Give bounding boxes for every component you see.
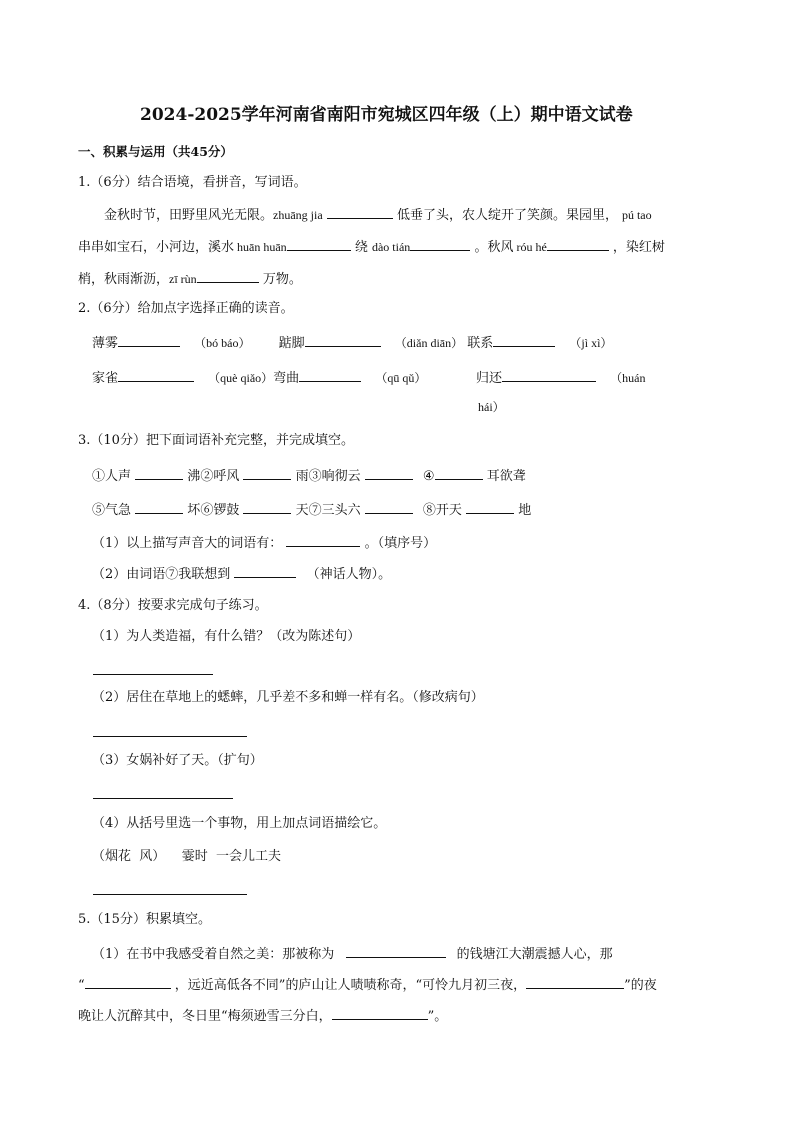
- q2-row-2: [92, 368, 426, 388]
- pinyin-hint: róu hé: [516, 240, 547, 254]
- idiom-item: 雨: [295, 469, 309, 484]
- answer-blank[interactable]: [466, 500, 514, 514]
- q2-options: （diǎn diān）: [394, 336, 464, 350]
- answer-blank[interactable]: [435, 466, 483, 480]
- answer-blank[interactable]: [502, 368, 596, 382]
- answer-blank[interactable]: [243, 466, 291, 480]
- q5-heading: 5.（15分）积累填空。: [78, 912, 211, 927]
- q1-heading: 1.（6分）结合语境，看拼音，写词语。: [78, 175, 307, 190]
- idiom-item: 地: [518, 503, 532, 518]
- answer-blank[interactable]: [332, 1006, 428, 1020]
- q1-text: ，染红树: [612, 240, 665, 255]
- q1-text: 。秋风: [474, 240, 514, 255]
- q1-line-3: [78, 269, 302, 289]
- q5-text: （1）在书中我感受着自然之美：那被称为: [92, 947, 335, 962]
- answer-blank[interactable]: [286, 533, 360, 547]
- answer-line[interactable]: [93, 736, 247, 737]
- answer-blank[interactable]: [243, 500, 291, 514]
- answer-blank[interactable]: [118, 368, 194, 382]
- q3-row-2: [92, 500, 531, 520]
- idiom-item: 沸: [187, 469, 201, 484]
- answer-blank[interactable]: [365, 500, 413, 514]
- q4-heading: 4.（8分）按要求完成句子练习。: [78, 598, 268, 613]
- q5-text: 的钱塘江大潮震撼人心，那: [456, 947, 613, 962]
- q3-sub-text: （1）以上描写声音大的词语有：: [92, 536, 283, 551]
- q5-text: ”的夜: [624, 978, 657, 993]
- answer-blank[interactable]: [197, 269, 259, 283]
- idiom-item: 天: [295, 503, 309, 518]
- q3-sub-text: 。（填序号）: [364, 536, 437, 551]
- answer-blank[interactable]: [327, 205, 393, 219]
- q2-word: 踮脚: [278, 336, 305, 351]
- q1-text: 串串如宝石，小河边，溪水: [78, 240, 235, 255]
- q5-line-3: [78, 1006, 447, 1026]
- answer-blank[interactable]: [365, 466, 413, 480]
- q5-text: “: [78, 978, 85, 993]
- answer-line[interactable]: [93, 798, 233, 799]
- q2-word: 联系: [467, 336, 494, 351]
- idiom-item: ②呼风: [200, 469, 240, 484]
- section-heading: 一、积累与运用（共45分）: [78, 144, 233, 159]
- idiom-item: ④: [422, 469, 435, 484]
- q1-line-2: [78, 237, 665, 257]
- answer-blank[interactable]: [299, 368, 361, 382]
- q2-row-1: [92, 333, 612, 353]
- idiom-item: 耳欲聋: [486, 469, 526, 484]
- q5-text: ”。: [427, 1009, 448, 1024]
- q4-sub-4: （4）从括号里选一个事物，用上加点词语描绘它。: [92, 816, 387, 831]
- q2-heading: 2.（6分）给加点字选择正确的读音。: [78, 301, 294, 316]
- q2-word-6: [476, 368, 645, 388]
- q2-options: （qū qǔ）: [375, 371, 427, 385]
- q2-word: 归还: [476, 371, 503, 386]
- pinyin-hint: pú tao: [621, 208, 652, 222]
- q3-row-1: [92, 466, 526, 486]
- idiom-item: ③响彻云: [308, 469, 361, 484]
- q2-options: （jì xì）: [569, 336, 613, 350]
- q5-text: 晚让人沉醉其中，冬日里“梅须逊雪三分白，: [78, 1009, 332, 1024]
- q4-sub-3: （3）女娲补好了天。（扩句）: [92, 753, 263, 768]
- q4-sub-2: （2）居住在草地上的蟋蟀，几乎差不多和蝉一样有名。（修改病句）: [92, 690, 484, 705]
- q1-line-1: [104, 205, 652, 225]
- q1-text: 绕: [354, 240, 368, 255]
- pinyin-hint: dào tián: [371, 240, 411, 254]
- answer-blank[interactable]: [410, 237, 470, 251]
- answer-blank[interactable]: [493, 333, 555, 347]
- q3-sub-2: [92, 564, 391, 584]
- q2-options: （què qiǎo）: [208, 371, 274, 385]
- answer-blank[interactable]: [135, 500, 183, 514]
- q2-word: 弯曲: [273, 371, 300, 386]
- idiom-item: 坏: [187, 503, 201, 518]
- answer-blank[interactable]: [305, 333, 381, 347]
- q1-text: 梢，秋雨渐沥，: [78, 272, 170, 287]
- q4-sub-4-options: （烟花 风） 霎时 一会儿工夫: [92, 849, 282, 864]
- idiom-item: ①人声: [92, 469, 132, 484]
- q3-sub-text: （神话人物）。: [306, 567, 392, 582]
- q2-options: （huán: [610, 371, 646, 385]
- idiom-item: ⑤气急: [92, 503, 132, 518]
- answer-blank[interactable]: [85, 975, 171, 989]
- answer-line[interactable]: [93, 674, 213, 675]
- page-title: 2024-2025学年河南省南阳市宛城区四年级（上）期中语文试卷: [140, 105, 633, 125]
- answer-blank[interactable]: [234, 564, 296, 578]
- idiom-item: ⑥锣鼓: [200, 503, 240, 518]
- answer-blank[interactable]: [346, 944, 446, 958]
- answer-blank[interactable]: [135, 466, 183, 480]
- q2-options: （bó báo）: [194, 336, 251, 350]
- q3-sub-text: （2）由词语⑦我联想到: [92, 567, 231, 582]
- q4-sub-1: （1）为人类造福，有什么错？（改为陈述句）: [92, 629, 361, 644]
- q2-options-cont: hái）: [478, 400, 505, 414]
- q3-sub-1: [92, 533, 436, 553]
- q2-word: 家雀: [92, 371, 119, 386]
- answer-blank[interactable]: [526, 975, 624, 989]
- q1-text: 万物。: [262, 272, 302, 287]
- answer-blank[interactable]: [287, 237, 351, 251]
- pinyin-hint: zī rùn: [169, 272, 197, 286]
- q1-text: 低垂了头，农人绽开了笑颜。果园里，: [396, 208, 618, 223]
- q5-line-2: [78, 975, 657, 995]
- q3-heading: 3.（10分）把下面词语补充完整，并完成填空。: [78, 433, 354, 448]
- answer-blank[interactable]: [547, 237, 609, 251]
- answer-blank[interactable]: [118, 333, 180, 347]
- q5-text: ，远近高低各不同”的庐山让人啧啧称奇，“可怜九月初三夜，: [174, 978, 527, 993]
- pinyin-hint: zhuāng jia: [273, 208, 323, 222]
- idiom-item: ⑦三头六: [308, 503, 361, 518]
- pinyin-hint: huān huān: [237, 240, 287, 254]
- q5-line-1: [92, 944, 613, 964]
- idiom-item: ⑧开天: [422, 503, 462, 518]
- q1-text: 金秋时节，田野里风光无限。: [104, 208, 274, 223]
- answer-line[interactable]: [93, 894, 247, 895]
- q2-word: 薄雾: [92, 336, 119, 351]
